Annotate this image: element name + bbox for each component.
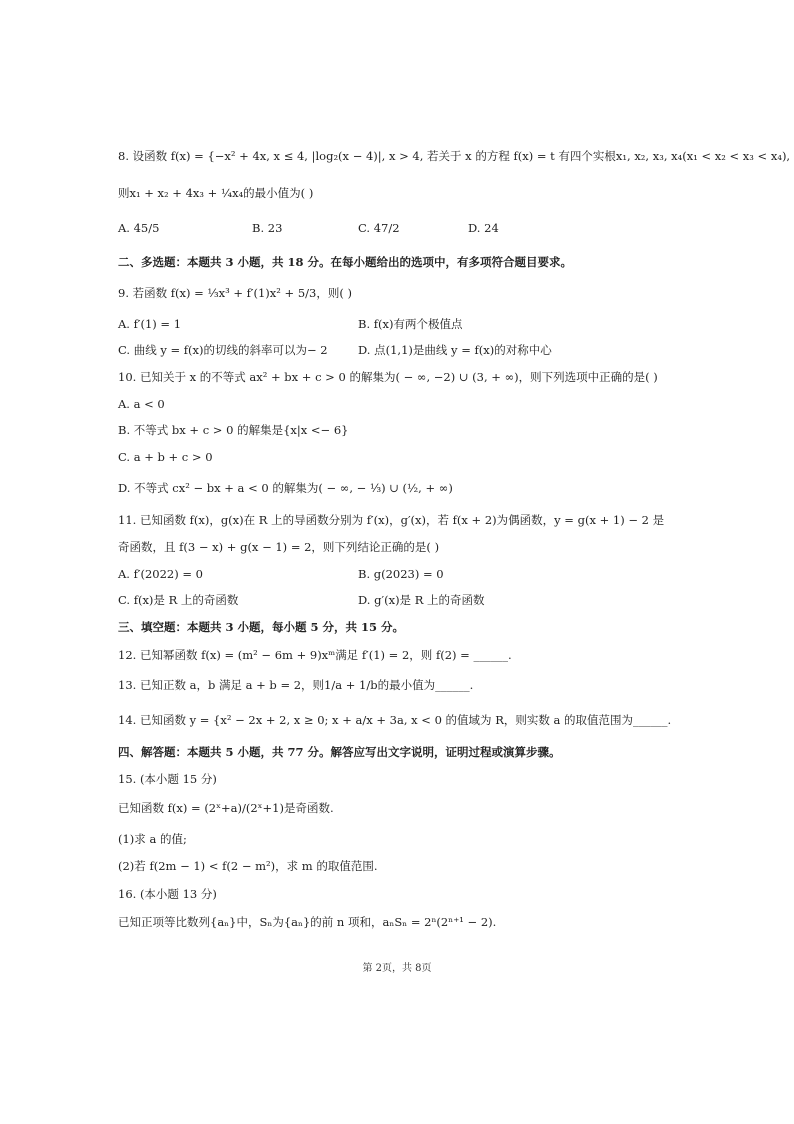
section-heading-fill-in: 三、填空题：本题共 3 小题，每小题 5 分，共 15 分。 [118,620,405,634]
q12-stem: 12. 已知幂函数 f(x) = (m² − 6m + 9)xᵐ满足 f′(1) = 2，则 f(2) = ______. [118,648,512,662]
q8-option-c: C. 47/2 [358,221,400,235]
q11-stem-line1: 11. 已知函数 f(x)，g(x)在 R 上的导函数分别为 f′(x)，g′(x)，若 f(x + 2)为偶函数，y = g(x + 1) − 2 是 [118,513,665,527]
q10-option-b: B. 不等式 bx + c > 0 的解集是{x|x <− 6} [118,423,349,437]
q16-header: 16. (本小题 13 分) [118,887,217,901]
q11-stem-line2: 奇函数，且 f(3 − x) + g(x − 1) = 2，则下列结论正确的是( ) [118,540,440,554]
page-footer: 第 2页，共 8页 [362,963,432,974]
q16-stem: 已知正项等比数列{aₙ}中，Sₙ为{aₙ}的前 n 项和，aₙSₙ = 2ⁿ(2ⁿ⁺¹ − 2). [118,915,497,929]
q9-option-a: A. f′(1) = 1 [118,317,182,331]
q15-stem: 已知函数 f(x) = (2ˣ+a)/(2ˣ+1)是奇函数. [118,801,334,815]
q9-option-b: B. f(x)有两个极值点 [358,317,463,331]
q8-option-d: D. 24 [468,221,499,235]
q15-part1: (1)求 a 的值; [118,832,187,846]
q11-option-d: D. g′(x)是 R 上的奇函数 [358,593,485,607]
q11-option-b: B. g(2023) = 0 [358,567,444,581]
q9-option-d: D. 点(1,1)是曲线 y = f(x)的对称中心 [358,343,552,357]
q9-stem: 9. 若函数 f(x) = ⅓x³ + f′(1)x² + 5/3，则( ) [118,286,352,300]
q11-option-c: C. f(x)是 R 上的奇函数 [118,593,239,607]
section-heading-solution: 四、解答题：本题共 5 小题，共 77 分。解答应写出文字说明，证明过程或演算步骤。 [118,745,561,759]
section-heading-multiple-choice: 二、多选题：本题共 3 小题，共 18 分。在每小题给出的选项中，有多项符合题目要求。 [118,255,573,269]
q15-header: 15. (本小题 15 分) [118,772,217,786]
q11-option-a: A. f′(2022) = 0 [118,567,203,581]
q8-stem-line2: 则x₁ + x₂ + 4x₃ + ¼x₄的最小值为( ) [118,186,314,200]
q9-option-c: C. 曲线 y = f(x)的切线的斜率可以为− 2 [118,343,328,357]
q8-option-b: B. 23 [252,221,283,235]
q10-option-a: A. a < 0 [118,397,165,411]
q10-option-c: C. a + b + c > 0 [118,450,213,464]
q8-option-a: A. 45/5 [118,221,160,235]
q10-option-d: D. 不等式 cx² − bx + a < 0 的解集为( − ∞, − ⅓) ∪ (½, + ∞) [118,481,453,495]
q15-part2: (2)若 f(2m − 1) < f(2 − m²)，求 m 的取值范围. [118,859,378,873]
q10-stem: 10. 已知关于 x 的不等式 ax² + bx + c > 0 的解集为( − ∞, −2) ∪ (3, + ∞)，则下列选项中正确的是( ) [118,370,658,384]
q8-stem-line1: 8. 设函数 f(x) = {−x² + 4x, x ≤ 4, |log₂(x − 4)|, x > 4, 若关于 x 的方程 f(x) = t 有四个实根x₁, x₂, x₃, x₄(x₁ < x₂ < x₃ < x₄), [118,149,791,163]
q13-stem: 13. 已知正数 a，b 满足 a + b = 2，则1/a + 1/b的最小值为______. [118,678,474,692]
q14-stem: 14. 已知函数 y = {x² − 2x + 2, x ≥ 0; x + a/x + 3a, x < 0 的值域为 R，则实数 a 的取值范围为______. [118,713,672,727]
